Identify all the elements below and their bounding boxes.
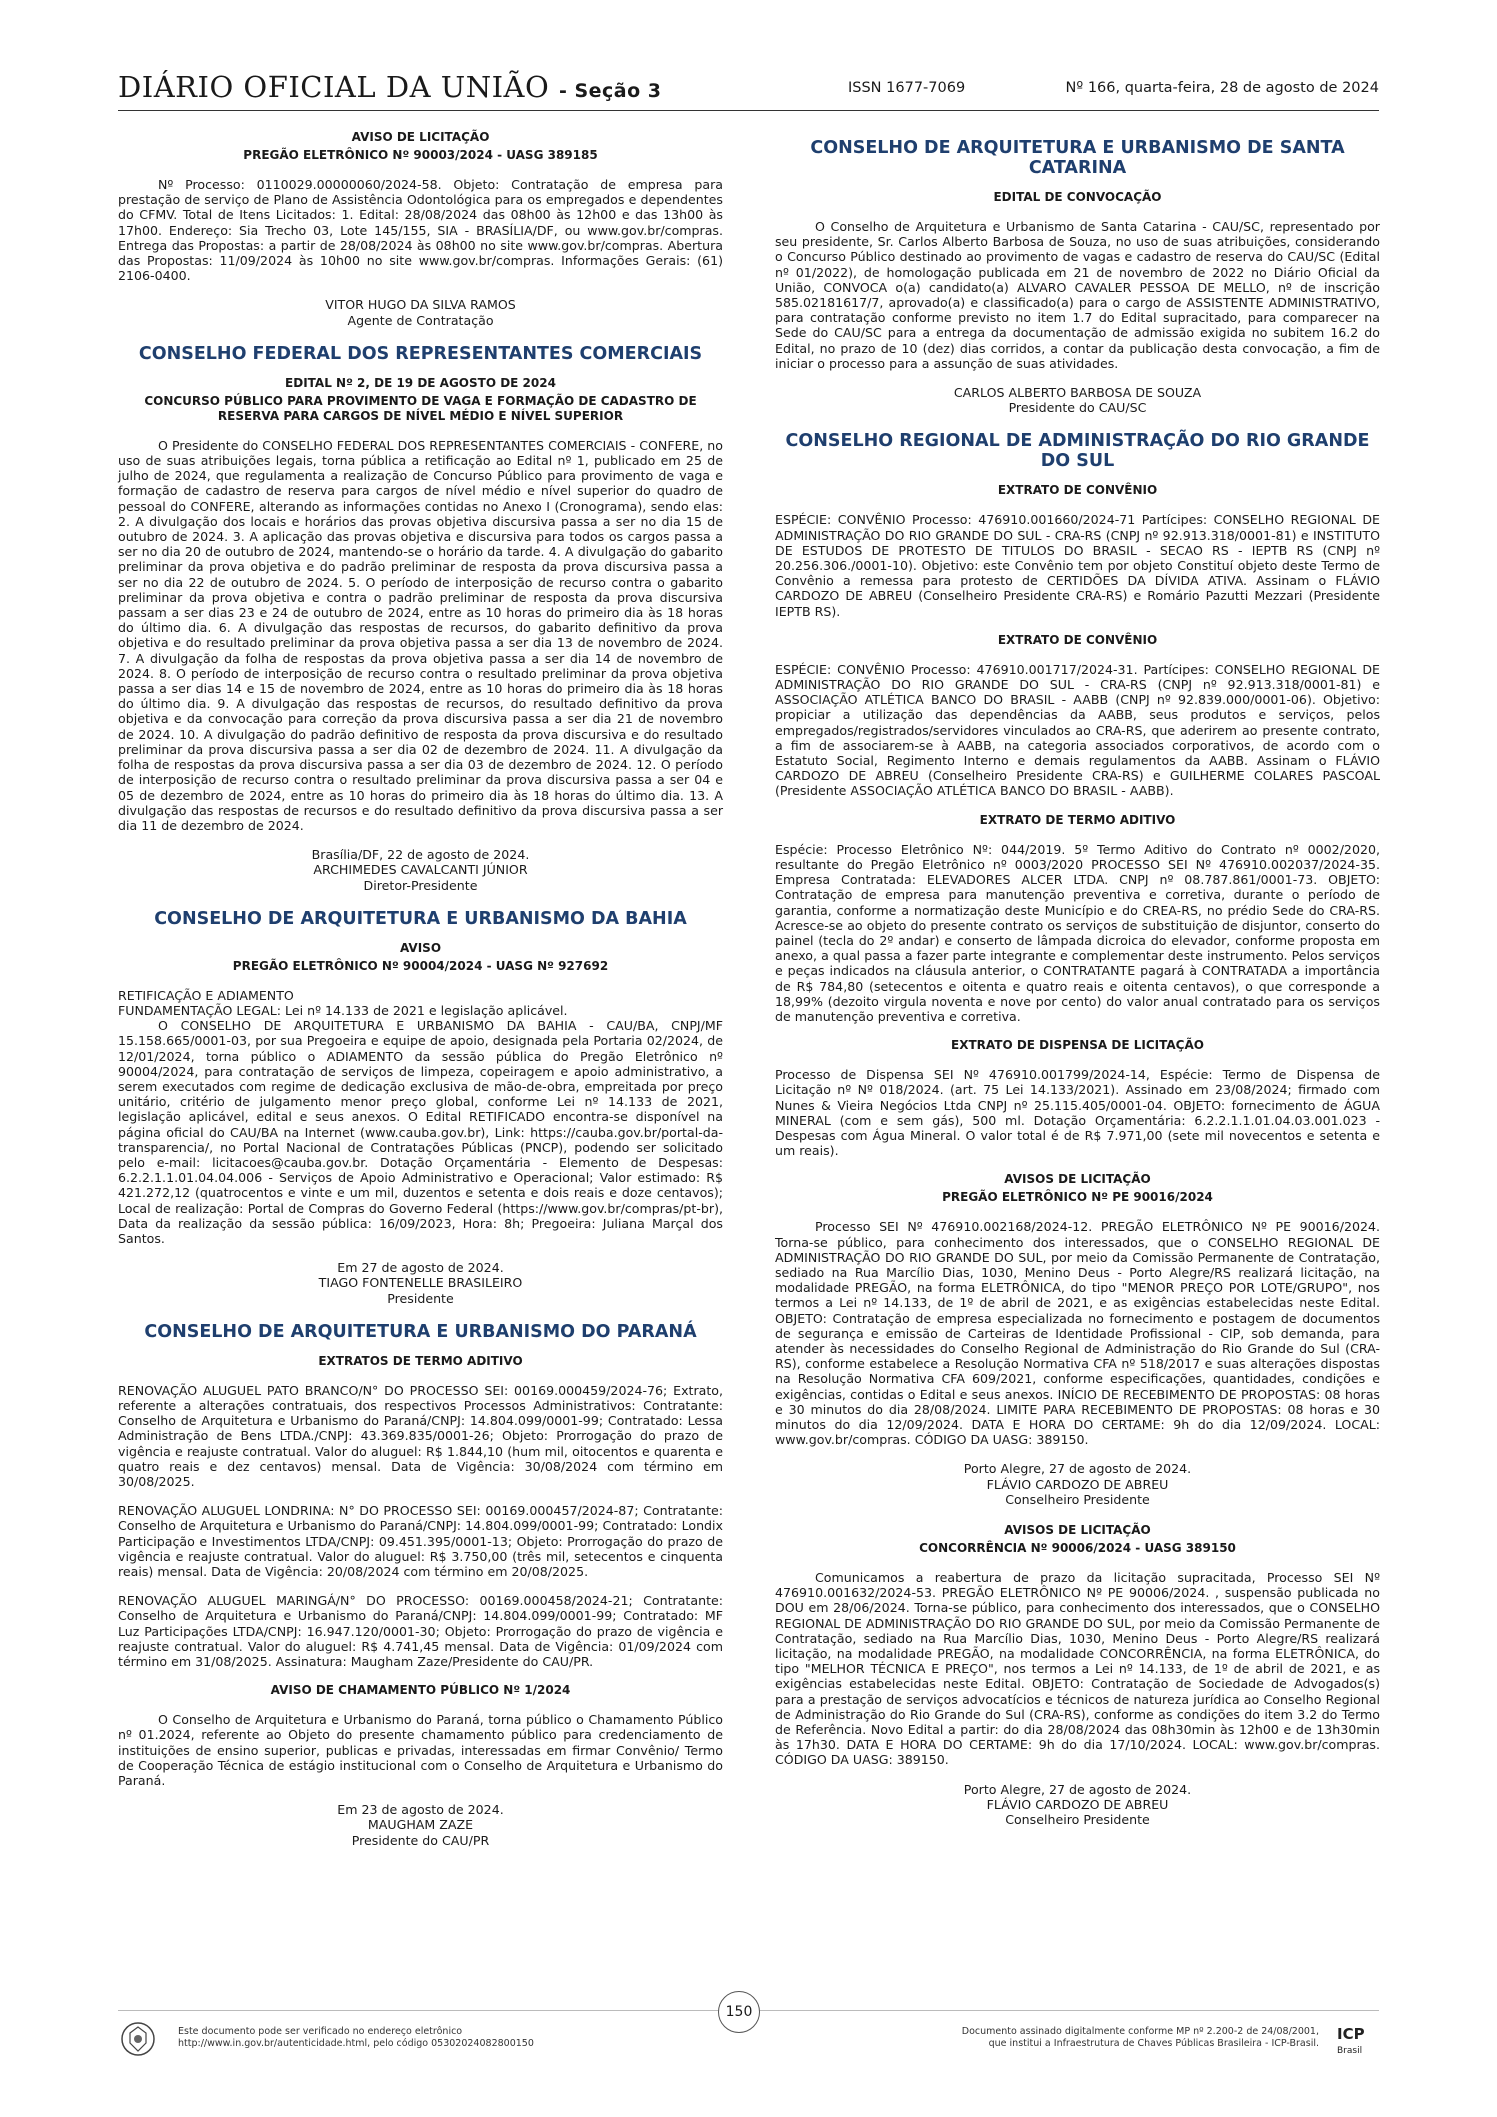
signature-date: Porto Alegre, 27 de agosto de 2024. — [963, 1461, 1192, 1477]
icp-brasil-logo-icon — [1335, 2021, 1379, 2061]
notice-heading: EXTRATOS DE TERMO ADITIVO — [318, 1353, 523, 1368]
paragraph: RENOVAÇÃO ALUGUEL MARINGÁ/N° DO PROCESSO: 00169.000458/2024-21; Contratante: Conselho de Arquitetura e Urbanismo do Paraná/CNPJ: 14.804.099/0001-99; Contratado: MF Luz Participações LTDA/CNPJ: 16.947.120/0001-30; Objeto: Prorrogação do prazo de vigência e reajuste contratual. Valor do aluguel: R$ 4.741,45 mensal. Data de Vigência: 01/09/2024 com término em 31/08/2025. Assinatura: Maugham Zaze/Presidente do CAU/PR. — [118, 1593, 723, 1670]
signature-block — [118, 1802, 723, 1848]
signer-role: Agente de Contratação — [347, 312, 494, 328]
journal-title: DIÁRIO OFICIAL DA UNIÃO - Seção 3 — [118, 70, 662, 104]
paragraph: O Presidente do CONSELHO FEDERAL DOS REPRESENTANTES COMERCIAIS - CONFERE, no uso de suas atribuições legais, torna pública a retificação ao Edital nº 1, publicado em 25 de julho de 2024, que regulamenta a realização de Concurso Público para provimento de vaga e formação de cadastro de reserva para cargos de nível médio e nível superior do quadro de pessoal do CONFERE, alterando as informações contidas no Anexo I (Cronograma), sendo elas: 2. A divulgação dos locais e horários das provas objetiva discursiva passa a ser no dia 15 de outubro de 2024. 3. A aplicação das provas objetiva e discursiva para todos os cargos passa a ser no dia 20 de outubro de 2024, mantendo-se o horário da tarde. 4. A divulgação do gabarito preliminar da prova objetiva e do padrão preliminar de resposta da prova discursiva passa a ser no dia 22 de outubro de 2024. 5. O período de interposição de recurso contra o gabarito preliminar da prova objetiva e contra o padrão preliminar de resposta da prova discursiva passam a ser dias 23 e 24 de outubro de 2024, entre as 10 horas do primeiro dia às 18 horas do último dia. 6. A divulgação das respostas de recursos, do gabarito definitivo da prova objetiva e do resultado preliminar da prova objetiva passa a ser dia 13 de novembro de 2024. 7. A divulgação da folha de respostas da prova objetiva passa a ser dia 14 de novembro de 2024. 8. O período de interposição de recurso contra o resultado preliminar da prova objetiva passa a ser dias 14 e 15 de novembro de 2024, entre as 10 horas do primeiro dia às 18 horas do último dia. 9. A divulgação das respostas de recursos, do resultado definitivo da prova objetiva e da convocação para correção da prova discursiva passa a ser dia 21 de novembro de 2024. 10. A divulgação do padrão definitivo de resposta da prova discursiva e do resultado preliminar da prova discursiva passa a ser dia 02 de dezembro de 2024. 11. A divulgação da folha de respostas da prova discursiva passa a ser dia 03 de dezembro de 2024. 12. O período de interposição de recurso contra o resultado preliminar da prova discursiva passa a ser 04 e 05 de dezembro de 2024, entre as 10 horas do primeiro dia às 18 horas do último dia. 13. A divulgação das respostas de recursos e do resultado definitivo da prova discursiva passa a ser dia 11 de dezembro de 2024. — [118, 437, 723, 833]
signer-name: CARLOS ALBERTO BARBOSA DE SOUZA — [953, 385, 1202, 401]
paragraph: ESPÉCIE: CONVÊNIO Processo: 476910.001717/2024-31. Partícipes: CONSELHO REGIONAL DE ADMINISTRAÇÃO DO RIO GRANDE DO SUL - CRA-RS (CNPJ nº 92.913.318/0001-81) e ASSOCIAÇÃO ATLÉTICA BANCO DO BRASIL - AABB (CNPJ nº 92.839.000/0001-06). Objetivo: propiciar a utilização das dependências da AABB, seus produtos e serviços, pelos empregados/registrados/servidores vinculados ao CRA-RS, que aderirem ao presente contrato, a fim de associarem-se à AABB, na categoria associados corporativos, de acordo com o Estatuto Social, Regimento Interno e demais regulamentos da AABB. Assinam o FLÁVIO CARDOZO DE ABREU (Conselheiro Presidente CRA-RS) e GUILHERME COLARES PASCOAL (Presidente ASSOCIAÇÃO ATLÉTICA BANCO DO BRASIL - AABB). — [775, 661, 1380, 799]
notice-heading: EDITAL DE CONVOCAÇÃO — [993, 190, 1162, 204]
notice-heading: EXTRATO DE TERMO ADITIVO — [979, 812, 1176, 827]
notice-heading: AVISOS DE LICITAÇÃO — [1004, 1523, 1151, 1537]
page-number: 150 — [718, 1991, 760, 2033]
issue-number-date: Nº 166, quarta-feira, 28 de agosto de 2024 — [1065, 80, 1379, 96]
section-title: CONSELHO FEDERAL DOS REPRESENTANTES COMERCIAIS — [138, 343, 703, 364]
signer-name: ARCHIMEDES CAVALCANTI JÚNIOR — [313, 862, 528, 878]
signature-block — [118, 847, 723, 893]
signer-role: Presidente do CAU/SC — [1008, 400, 1147, 416]
signer-name: TIAGO FONTENELLE BRASILEIRO — [318, 1275, 523, 1291]
paragraph: O Conselho de Arquitetura e Urbanismo de Santa Catarina - CAU/SC, representado por seu presidente, Sr. Carlos Alberto Barbosa de Souza, no uso de suas atribuições, considerando o Concurso Público destinado ao provimento de vagas e cadastro de reserva do CAU/SC (Edital nº 01/2022), de homologação publicada em 21 de novembro de 2022 no Diário Oficial da União, CONVOCA o(a) candidato(a) ALVARO CAVALER PESSOA DE MELLO, nº de inscrição 585.02181617/7, aprovado(a) e classificado(a) para o cargo de ASSISTENTE ADMINISTRATIVO, para contratação conforme previsto no item 1.7 do Edital supracitado, para comparecer na Sede do CAU/SC para a entrega da documentação de admissão exigida no subitem 16.2 do Edital, no prazo de 10 (dez) dias corridos, a contar da publicação desta convocação, a fim de iniciar o processo para a assunção de suas atividades. — [775, 219, 1380, 371]
signer-name: FLÁVIO CARDOZO DE ABREU — [986, 1796, 1169, 1812]
section-title: CONSELHO DE ARQUITETURA E URBANISMO DO PARANÁ — [144, 1321, 697, 1342]
svg-text:ICP: ICP — [1337, 2025, 1365, 2043]
notice-heading: AVISO DE LICITAÇÃO — [351, 130, 490, 144]
notice-heading: AVISO — [399, 940, 442, 955]
paragraph: Processo de Dispensa SEI Nº 476910.001799/2024-14, Espécie: Termo de Dispensa de Licitação nº Nº 018/2024. (art. 75 Lei 14.133/2021). Assinado em 23/08/2024; firmado com Nunes & Vieira Negócios Ltda CNPJ nº 25.115.405/0001-04. OBJETO: fornecimento de ÁGUA MINERAL (com e sem gás), 500 ml. Dotação Orçamentária: 6.2.2.1.1.01.04.03.001.023 - Despesas com Água Mineral. O valor total é de R$ 7.971,00 (sete mil novecentos e setenta e um reais). — [775, 1067, 1380, 1159]
signer-role: Diretor-Presidente — [363, 877, 478, 893]
notice-heading: EXTRATO DE CONVÊNIO — [997, 483, 1158, 498]
signer-role: Presidente do CAU/PR — [351, 1832, 490, 1848]
signer-name: VITOR HUGO DA SILVA RAMOS — [325, 297, 516, 313]
section-label: - Seção 3 — [558, 80, 662, 102]
signature-date: Em 27 de agosto de 2024. — [337, 1260, 504, 1276]
issn: ISSN 1677-7069 — [848, 80, 966, 96]
left-column — [118, 130, 723, 1864]
signature-date: Porto Alegre, 27 de agosto de 2024. — [963, 1781, 1192, 1797]
signature-block — [118, 1260, 723, 1306]
line: FUNDAMENTAÇÃO LEGAL: Lei nº 14.133 de 2021 e legislação aplicável. — [118, 1002, 568, 1018]
notice-subheading: CONCURSO PÚBLICO PARA PROVIMENTO DE VAGA E FORMAÇÃO DE CADASTRO DE RESERVA PARA CARGOS DE NÍVEL MÉDIO E NÍVEL SUPERIOR — [144, 393, 697, 423]
page-footer — [118, 2004, 1379, 2061]
coat-of-arms-icon — [118, 2019, 158, 2059]
paragraph: Nº Processo: 0110029.00000060/2024-58. Objeto: Contratação de empresa para prestação de serviço de Plano de Assistência Odontológica para os empregados e dependentes do CFMV. Total de Itens Licitados: 1. Edital: 28/08/2024 das 08h00 às 12h00 e das 13h00 às 17h00. Endereço: Sia Trecho 03, Lote 145/155, SIA - BRASÍLIA/DF, ou www.gov.br/compras. Entrega das Propostas: a partir de 28/08/2024 às 08h00 no site www.gov.br/compras. Abertura das Propostas: 11/09/2024 às 10h00 no site www.gov.br/compras. Informações Gerais: (61) 2106-0400. — [118, 177, 723, 284]
notice-subheading: CONCORRÊNCIA Nº 90006/2024 - UASG 389150 — [919, 1541, 1236, 1555]
signature-date: Em 23 de agosto de 2024. — [337, 1802, 504, 1818]
svg-text:Brasil: Brasil — [1337, 2046, 1363, 2056]
notice-subheading: PREGÃO ELETRÔNICO Nº 90003/2024 - UASG 389185 — [243, 148, 598, 162]
notice-heading: EXTRATO DE CONVÊNIO — [997, 632, 1158, 647]
signer-role: Conselheiro Presidente — [1005, 1812, 1150, 1828]
line: RETIFICAÇÃO E ADIAMENTO — [118, 987, 294, 1003]
section-title: CONSELHO DE ARQUITETURA E URBANISMO DA BAHIA — [154, 908, 687, 929]
signature-block — [775, 1461, 1380, 1507]
paragraph: O CONSELHO DE ARQUITETURA E URBANISMO DA BAHIA - CAU/BA, CNPJ/MF 15.158.665/0001-03, por sua Pregoeira e equipe de apoio, designada pela Portaria 02/2024, de 12/01/2024, torna público o ADIAMENTO da sessão pública do Pregão Eletrônico nº 90004/2024, para contratação de serviços de limpeza, copeiragem e apoio administrativo, a serem executados com regime de dedicação exclusiva de mão-de-obra, empreitada por preço unitário, critério de julgamento menor preço global, conforme Lei nº 14.133 de 2021, legislação aplicável, edital e seus anexos. O Edital RETIFICADO encontra-se disponível na página oficial do CAU/BA na Internet (www.cauba.gov.br), Link: https://cauba.gov.br/portal-da-transparencia/, no Portal Nacional de Contratações Públicas (PNCP), podendo ser solicitado pelo e-mail: licitacoes@cauba.gov.br. Dotação Orçamentária - Elemento de Despesas: 6.2.2.1.1.01.04.04.006 - Serviços de Apoio Administrativo e Operacional; Valor estimado: R$ 421.272,12 (quatrocentos e vinte e um mil, duzentos e setenta e dois reais e doze centavos); Local de realização: Portal de Compras do Governo Federal (https://www.gov.br/compras/pt-br), Data da realização da sessão pública: 16/09/2023, Hora: 8h; Pregoeira: Juliana Marçal dos Santos. — [118, 1018, 723, 1246]
signature-block — [118, 297, 723, 327]
notice-heading: AVISO DE CHAMAMENTO PÚBLICO Nº 1/2024 — [270, 1683, 571, 1698]
paragraph: Espécie: Processo Eletrônico Nº: 044/2019. 5º Termo Aditivo do Contrato nº 0002/2020, resultante do Pregão Eletrônico nº 0003/2020 PROCESSO SEI Nº 476910.002037/2024-35. Empresa Contratada: ELEVADORES ALCER LTDA. CNPJ nº 08.787.861/0001-73. OBJETO: Contratação de empresa para manutenção preventiva e corretiva, durante o período de garantia, conforme a normatização deste Município e do CREA-RS, no prédio Sede do CRA-RS. Acresce-se ao objeto do presente contrato os serviços de substituição de disjuntor, conserto do painel (tecla do 2º andar) e conserto de lâmpada dicroica do elevador, conforme proposta em anexo, a qual passa a fazer parte integrante e complementar deste instrumento. Pelos serviços e peças indicados na cláusula anterior, o CONTRATANTE pagará à CONTRATADA a importância de R$ 784,80 (setecentos e oitenta e quatro reais e oitenta centavos), o que corresponde a 18,99% (dezoito virgula noventa e nove por cento) do valor anual contratado para os serviços de manutenção preventiva e corretiva. — [775, 841, 1380, 1024]
signer-name: FLÁVIO CARDOZO DE ABREU — [986, 1476, 1169, 1492]
page-header — [118, 70, 1379, 111]
signer-role: Conselheiro Presidente — [1005, 1491, 1150, 1507]
notice-heading: EDITAL Nº 2, DE 19 DE AGOSTO DE 2024 — [285, 375, 556, 390]
paragraph: Processo SEI Nº 476910.002168/2024-12. PREGÃO ELETRÔNICO Nº PE 90016/2024. Torna-se público, para conhecimento dos interessados, que o CONSELHO REGIONAL DE ADMINISTRAÇÃO DO RIO GRANDE DO SUL, por meio da Comissão Permanente de Contratação, sediado na Rua Marcílio Dias, 1030, Menino Deus - Porto Alegre/RS realizará licitação, na modalidade PREGÃO, na forma ELETRÔNICA, do tipo "MENOR PREÇO POR LOTE/GRUPO", nos termos a Lei nº 14.133, de 1º de abril de 2021, e as exigências estabelecidas neste Edital. OBJETO: Contratação de empresa especializada no fornecimento e postagem de documentos de segurança e emissão de Carteiras de Identidade Profissional - CIP, sob demanda, para atender às necessidades do Conselho Regional de Administração do Rio Grande do Sul (CRA-RS), conforme estabelece a Resolução Normativa CFA nº 518/2017 e suas alterações dispostas na Resolução Normativa CFA 609/2021, conforme especificações, quantidades, condições e exigências, contidas o Edital e seus anexos. INÍCIO DE RECEBIMENTO DE PROPOSTAS: 08 horas e 30 minutos do dia 28/08/2024. LIMITE PARA RECEBIMENTO DE PROPOSTAS: 08 horas e 30 minutos do dia 12/09/2024. DATA E HORA DO CERTAME: 9h do dia 12/09/2024. LOCAL: www.gov.br/compras. CÓDIGO DA UASG: 389150. — [775, 1219, 1380, 1448]
section-title: CONSELHO REGIONAL DE ADMINISTRAÇÃO DO RIO GRANDE DO SUL — [785, 431, 1370, 472]
verification-note: Este documento pode ser verificado no endereço eletrônico http://www.in.gov.br/autenticidade.html, pelo código 05302024082800150 — [178, 2026, 534, 2049]
notice-subheading: PREGÃO ELETRÔNICO Nº PE 90016/2024 — [942, 1190, 1213, 1205]
section-title: CONSELHO DE ARQUITETURA E URBANISMO DE SANTA CATARINA — [810, 138, 1345, 178]
signer-name: MAUGHAM ZAZE — [367, 1817, 474, 1833]
right-column — [775, 130, 1380, 1843]
notice-heading: EXTRATO DE DISPENSA DE LICITAÇÃO — [951, 1038, 1204, 1053]
signature-block — [775, 385, 1380, 415]
paragraph: O Conselho de Arquitetura e Urbanismo do Paraná, torna público o Chamamento Público nº 01.2024, referente ao Objeto do presente chamamento público para credenciamento de instituições de ensino superior, publicas e privadas, interessadas em firmar Convênio/ Termo de Cooperação Técnica de estágio institucional com o Conselho de Arquitetura e Urbanismo do Paraná. — [118, 1712, 723, 1789]
paragraph: RENOVAÇÃO ALUGUEL LONDRINA: N° DO PROCESSO SEI: 00169.000457/2024-87; Contratante: Conselho de Arquitetura e Urbanismo do Paraná/CNPJ: 14.804.099/0001-99; Contratado: Londix Participação e Investimentos LTDA/CNPJ: 09.451.395/0001-13; Objeto: Prorrogação do prazo de vigência e reajuste contratual. Valor do aluguel: R$ 3.750,00 (três mil, setecentos e cinquenta reais) mensal. Data de Vigência: 20/08/2024 com término em 20/08/2025. — [118, 1503, 723, 1580]
notice-subheading: PREGÃO ELETRÔNICO Nº 90004/2024 - UASG Nº 927692 — [232, 958, 609, 973]
paragraph: Comunicamos a reabertura de prazo da licitação supracitada, Processo SEI Nº 476910.001632/2024-53. PREGÃO ELETRÔNICO Nº PE 90006/2024. , suspensão publicada no DOU em 28/06/2024. Torna-se público, para conhecimento dos interessados, que o CONSELHO REGIONAL DE ADMINISTRAÇÃO DO RIO GRANDE DO SUL, por meio da Comissão Permanente de Contratação, sediado na Rua Marcílio Dias, 1030, Menino Deus - Porto Alegre/RS realizará licitação, na modalidade PREGÃO, na modalidade CONCORRÊNCIA, na forma ELETRÔNICA, do tipo "MELHOR TÉCNICA E PREÇO", nos termos a Lei nº 14.133, de 1º de abril de 2021, e as exigências estabelecidas neste Edital. OBJETO: Contratação de Sociedade de Advogados(s) para a prestação de serviços advocatícios e técnicos de natureza jurídica ao Conselho Regional de Administração do Rio Grande do Sul (CRA-RS), conforme as condições do item 3.2 do Termo de Referência. Novo Edital a partir: do dia 28/08/2024 das 08h30min às 12h00 e de 13h30min às 17h30. DATA E HORA DO CERTAME: 9h do dia 17/10/2024. LOCAL: www.gov.br/compras. CÓDIGO DA UASG: 389150. — [775, 1570, 1380, 1768]
signature-date: Brasília/DF, 22 de agosto de 2024. — [311, 847, 530, 863]
paragraph: ESPÉCIE: CONVÊNIO Processo: 476910.001660/2024-71 Partícipes: CONSELHO REGIONAL DE ADMINISTRAÇÃO DO RIO GRANDE DO SUL - CRA-RS (CNPJ nº 92.913.318/0001-81) e INSTITUTO DE ESTUDOS DE PROTESTO DE TITULOS DO BRASIL - SECAO RS - IEPTB RS (CNPJ nº 20.256.306./0001-10). Objetivo: este Convênio tem por objeto Constituí objeto deste Termo de Convênio a remessa para protesto de CERTIDÕES DA DÍVIDA ATIVA. Assinam o FLÁVIO CARDOZO DE ABREU (Conselheiro Presidente CRA-RS) e Romário Pazutti Mezzari (Presidente IEPTB RS). — [775, 512, 1380, 619]
paragraph: RENOVAÇÃO ALUGUEL PATO BRANCO/N° DO PROCESSO SEI: 00169.000459/2024-76; Extrato, referente a alterações contratuais, dos respectivos Processos Administrativos: Contratante: Conselho de Arquitetura e Urbanismo do Paraná/CNPJ: 14.804.099/0001-99; Contratado: Lessa Administração de Bens LTDA./CNPJ: 43.369.835/0001-26; Objeto: Prorrogação do prazo de vigência e reajuste contratual. Valor do aluguel: R$ 1.844,10 (hum mil, oitocentos e quarenta e quatro reais e dez centavos) mensal. Data de Vigência: 30/08/2024 com término em 30/08/2025. — [118, 1382, 723, 1489]
signature-block — [775, 1782, 1380, 1828]
signer-role: Presidente — [387, 1290, 454, 1306]
notice-heading: AVISOS DE LICITAÇÃO — [1004, 1172, 1151, 1187]
signature-note: Documento assinado digitalmente conforme MP nº 2.200-2 de 24/08/2001, que institui a Infraestrutura de Chaves Públicas Brasileira - ICP-Brasil. — [961, 2026, 1319, 2049]
